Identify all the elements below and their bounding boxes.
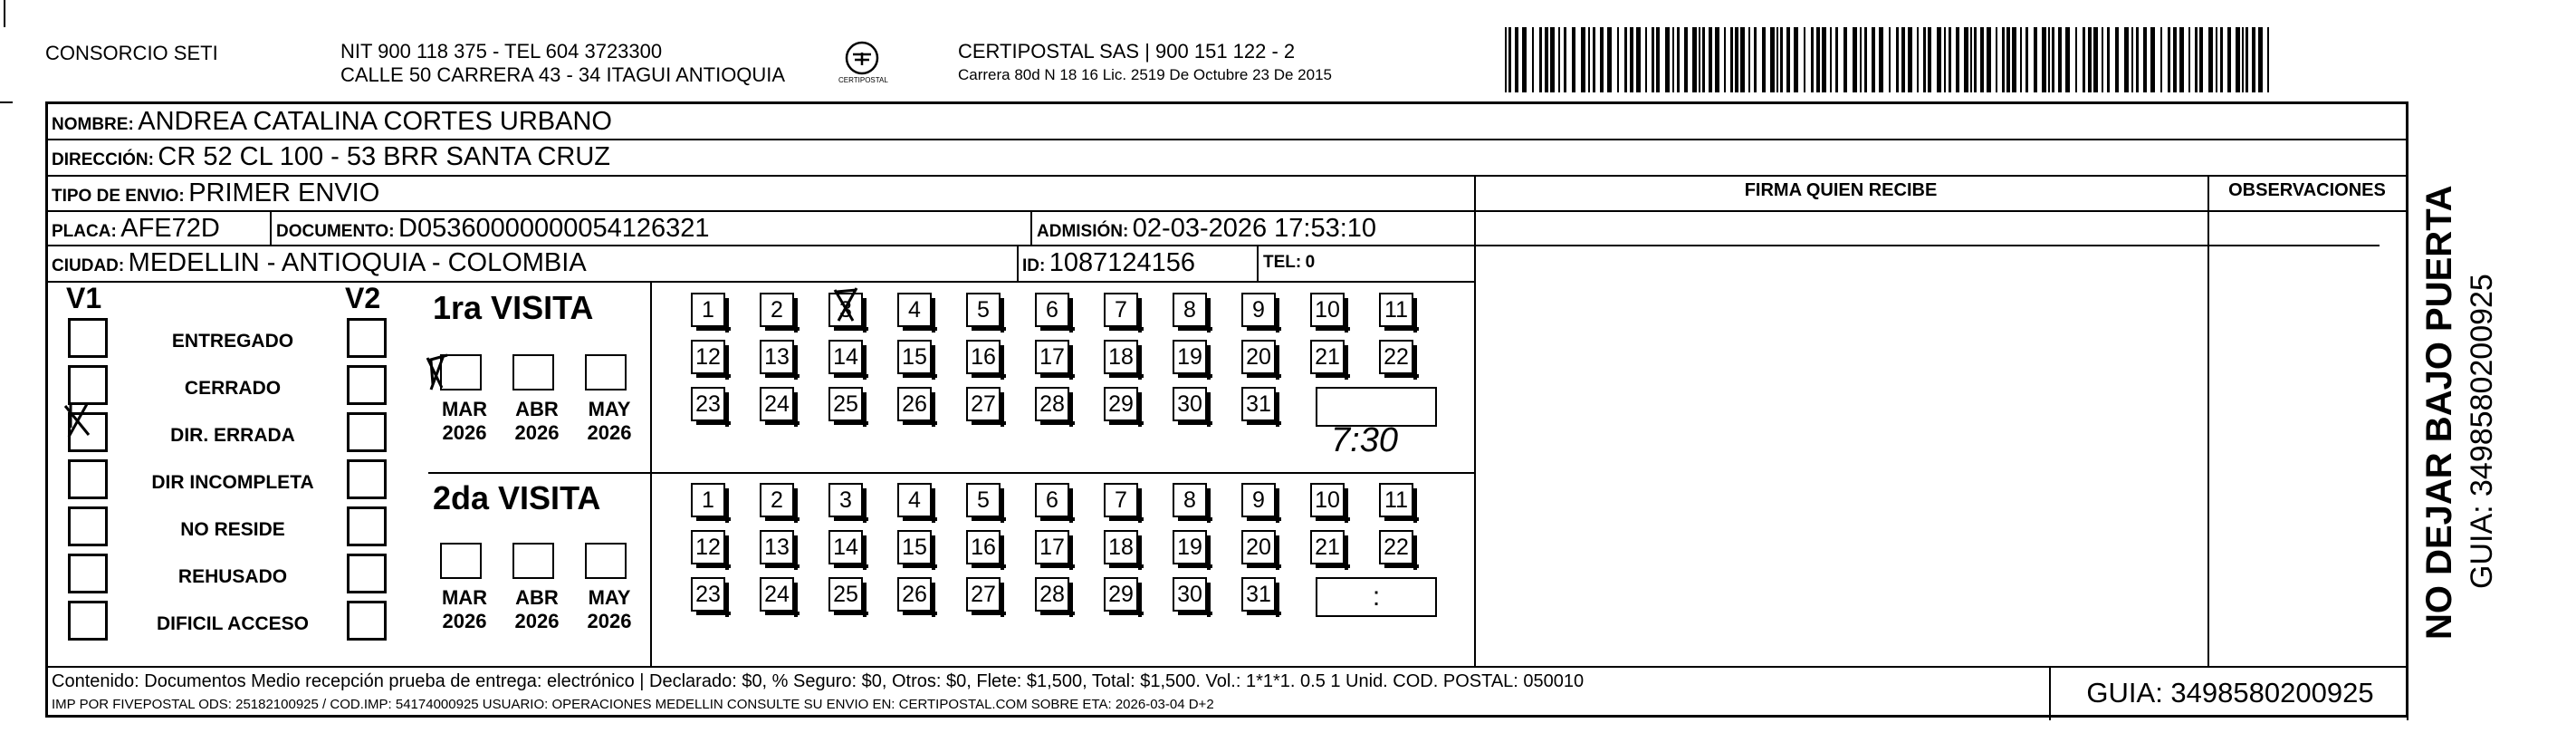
day-box[interactable]: 18	[1104, 530, 1138, 564]
mar-month-mark	[427, 355, 447, 390]
day-box[interactable]: 20	[1241, 340, 1276, 374]
admision-label: ADMISIÓN:	[1037, 222, 1129, 241]
certipostal-line: CERTIPOSTAL SAS | 900 151 122 - 2	[958, 40, 1296, 63]
day-box[interactable]: 9	[1241, 293, 1276, 327]
v1-mark-dir-errada	[65, 404, 89, 437]
day-box[interactable]: 9	[1241, 483, 1276, 517]
day-box[interactable]: 30	[1173, 577, 1207, 612]
address-line: CALLE 50 CARRERA 43 - 34 ITAGUI ANTIOQUIA	[340, 63, 786, 86]
first-visit-title: 1ra VISITA	[433, 289, 594, 326]
placa-label: PLACA:	[52, 222, 117, 241]
day-box[interactable]: 28	[1035, 577, 1069, 612]
day-box[interactable]: 26	[897, 387, 932, 421]
certipostal-logo-text: CERTIPOSTAL	[838, 76, 888, 84]
tipo-value: PRIMER ENVIO	[188, 178, 380, 207]
day-box[interactable]: 31	[1241, 387, 1276, 421]
direccion-value: CR 52 CL 100 - 53 BRR SANTA CRUZ	[158, 142, 611, 171]
firma-header: FIRMA QUIEN RECIBE	[1744, 180, 1938, 200]
day-box[interactable]: 17	[1035, 530, 1069, 564]
day-box[interactable]: 15	[897, 530, 932, 564]
day-box[interactable]: 21	[1310, 340, 1345, 374]
day-box[interactable]: 16	[966, 530, 1001, 564]
day-box[interactable]: 7	[1104, 483, 1138, 517]
day-box[interactable]: 11	[1379, 293, 1413, 327]
status-label: CERRADO	[184, 378, 282, 399]
day-box[interactable]: 27	[966, 387, 1001, 421]
no-dejar-text: NO DEJAR BAJO PUERTA	[2419, 185, 2459, 640]
day-box[interactable]: 6	[1035, 293, 1069, 327]
v1-label: V1	[66, 282, 102, 314]
month-label: ABR	[515, 586, 559, 609]
day-box[interactable]: 26	[897, 577, 932, 612]
day-box[interactable]: 24	[760, 387, 794, 421]
company-name: CONSORCIO SETI	[45, 42, 218, 64]
day-box[interactable]: 31	[1241, 577, 1276, 612]
day-box[interactable]: 29	[1104, 577, 1138, 612]
day-box[interactable]: 24	[760, 577, 794, 612]
year-label: 2026	[587, 610, 632, 632]
day-box[interactable]: 12	[691, 530, 725, 564]
day-box[interactable]: 1	[691, 293, 725, 327]
v2-label: V2	[345, 282, 381, 314]
id-value: 1087124156	[1049, 248, 1196, 277]
direccion-label: DIRECCIÓN:	[52, 150, 154, 169]
nit-line: NIT 900 118 375 - TEL 604 3723300	[340, 40, 663, 63]
month-label: ABR	[515, 398, 559, 420]
day-box[interactable]: 22	[1379, 530, 1413, 564]
year-label: 2026	[442, 610, 487, 632]
day-box[interactable]: 25	[828, 387, 863, 421]
day-box[interactable]: 23	[691, 577, 725, 612]
day-box[interactable]: 15	[897, 340, 932, 374]
nombre-value: ANDREA CATALINA CORTES URBANO	[138, 107, 612, 136]
day-box[interactable]: 29	[1104, 387, 1138, 421]
month-label: MAR	[441, 586, 488, 609]
tel-value: 0	[1305, 253, 1316, 272]
status-label: ENTREGADO	[171, 331, 294, 352]
day-box[interactable]: 13	[760, 340, 794, 374]
day-box[interactable]: 5	[966, 293, 1001, 327]
day-box[interactable]: 14	[828, 530, 863, 564]
day-box[interactable]: 16	[966, 340, 1001, 374]
day-box[interactable]: 7	[1104, 293, 1138, 327]
day-box[interactable]: 3	[828, 293, 863, 327]
status-label: REHUSADO	[177, 566, 288, 587]
ciudad-value: MEDELLIN - ANTIOQUIA - COLOMBIA	[128, 248, 587, 277]
imp-text: IMP POR FIVEPOSTAL ODS: 25182100925 / COD.IMP: 54174000925 USUARIO: OPERACIONES MEDELLIN CONSULTE SU ENVIO EN: CERTIPOSTAL.COM SOBRE ETA: 2026-03-04 D+2	[52, 697, 1214, 712]
day-box[interactable]: 21	[1310, 530, 1345, 564]
month-label: MAY	[588, 398, 631, 420]
day-box[interactable]: 28	[1035, 387, 1069, 421]
day-box[interactable]: 2	[760, 293, 794, 327]
year-label: 2026	[442, 421, 487, 444]
year-label: 2026	[514, 610, 560, 632]
day-box[interactable]: 8	[1173, 483, 1207, 517]
day-box[interactable]: 10	[1310, 293, 1345, 327]
day-box[interactable]: 6	[1035, 483, 1069, 517]
day-box[interactable]: 1	[691, 483, 725, 517]
year-label: 2026	[587, 421, 632, 444]
tel-label: TEL:	[1263, 253, 1302, 272]
year-label: 2026	[514, 421, 560, 444]
first-visit-time: 7:30	[1331, 421, 1398, 459]
day-box[interactable]: 12	[691, 340, 725, 374]
day-three-mark	[835, 288, 857, 321]
day-box[interactable]: 14	[828, 340, 863, 374]
day-box[interactable]: 18	[1104, 340, 1138, 374]
footer-guia: GUIA: 3498580200925	[2086, 677, 2374, 709]
day-box[interactable]: 11	[1379, 483, 1413, 517]
license-line: Carrera 80d N 18 16 Lic. 2519 De Octubre 23 De 2015	[958, 66, 1332, 83]
day-box[interactable]: 5	[966, 483, 1001, 517]
day-box[interactable]: 8	[1173, 293, 1207, 327]
status-label: DIFICIL ACCESO	[156, 613, 309, 634]
day-box[interactable]: 13	[760, 530, 794, 564]
day-box[interactable]: 27	[966, 577, 1001, 612]
observaciones-header: OBSERVACIONES	[2228, 180, 2386, 200]
documento-label: DOCUMENTO:	[276, 222, 395, 241]
time-box[interactable]: :	[1316, 577, 1437, 617]
placa-value: AFE72D	[120, 214, 220, 243]
status-label: DIR INCOMPLETA	[151, 472, 314, 493]
day-box[interactable]: 4	[897, 293, 932, 327]
day-box[interactable]: 19	[1173, 340, 1207, 374]
tipo-label: TIPO DE ENVIO:	[52, 187, 185, 206]
month-label: MAR	[441, 398, 488, 420]
nombre-label: NOMBRE:	[52, 115, 134, 134]
day-box[interactable]: 20	[1241, 530, 1276, 564]
day-box[interactable]: 2	[760, 483, 794, 517]
contenido-text: Contenido: Documentos Medio recepción prueba de entrega: electrónico | Declarado: $0, % Seguro: $0, Otros: $0, Flete: $1,500, Total: $1,500. Vol.: 1*1*1. 0.5 1 Unid. COD. POSTAL: 050010	[52, 671, 1585, 691]
second-visit-title: 2da VISITA	[433, 479, 601, 516]
day-box[interactable]: 10	[1310, 483, 1345, 517]
status-label: NO RESIDE	[180, 519, 285, 540]
day-box[interactable]: 19	[1173, 530, 1207, 564]
ciudad-label: CIUDAD:	[52, 256, 125, 275]
day-box[interactable]: 4	[897, 483, 932, 517]
admision-value: 02-03-2026 17:53:10	[1132, 214, 1377, 243]
status-label: DIR. ERRADA	[170, 425, 295, 446]
edge-tick	[0, 101, 13, 103]
day-box[interactable]: 3	[828, 483, 863, 517]
month-label: MAY	[588, 586, 631, 609]
day-box[interactable]: 30	[1173, 387, 1207, 421]
side-guia-text: GUIA: 3498580200925	[2465, 274, 2499, 589]
id-label: ID:	[1022, 256, 1046, 275]
day-box[interactable]: 23	[691, 387, 725, 421]
documento-value: D05360000000054126321	[398, 214, 710, 243]
day-box[interactable]: 25	[828, 577, 863, 612]
day-box[interactable]: 17	[1035, 340, 1069, 374]
edge-tick	[4, 0, 5, 27]
day-box[interactable]: 22	[1379, 340, 1413, 374]
